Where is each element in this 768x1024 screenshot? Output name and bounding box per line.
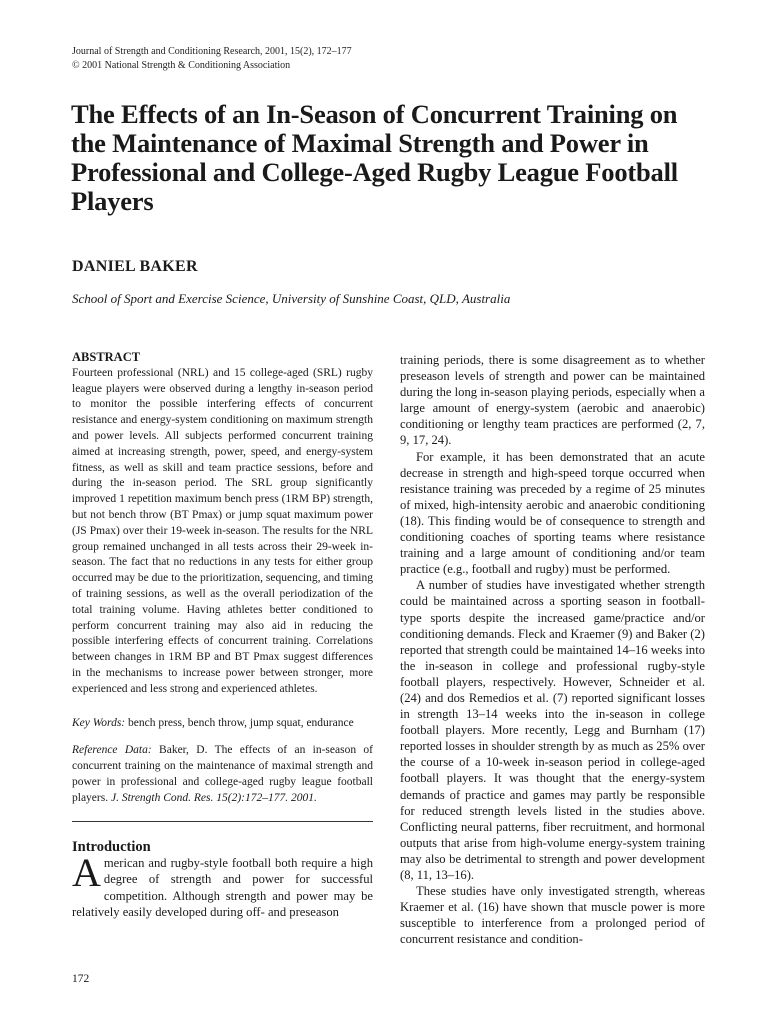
reference-text: Baker, D. The effects of an in-season of concurrent training on the maintenance of maximal strength and power in professional and college-aged rugby league football players. [72, 744, 374, 804]
body-paragraph-1: training periods, there is some disagreement as to whether preseason levels of strength and power can be maintained during the long in-season playing periods, especially when a large amount of energy-system (aerobic and anaerobic) conditioning or lengthy team practices are performed (2, 7, 9, 17, 24). [400, 353, 705, 448]
right-column [400, 352, 705, 947]
introduction-heading: Introduction [72, 838, 151, 855]
reference-label: Reference Data: [72, 744, 152, 757]
reference-citation: J. Strength Cond. Res. 15(2):172–177. 2001. [110, 791, 317, 804]
introduction-text [72, 850, 373, 919]
body-paragraph-2: For example, it has been demonstrated that an acute decrease in strength and high-speed torque occurred when resistance training was preceded by a regime of 25 minutes of mixed, high-intensity aerobic and anaerobic conditioning (18). This finding would be of consequence to strength and conditioning coaches of sporting teams where resistance training and a large amount of conditioning and/or team practice (e.g., football and rugby) must be performed. [400, 449, 705, 577]
keywords [72, 716, 373, 732]
journal-citation: Journal of Strength and Conditioning Research, 2001, 15(2), 172–177 [72, 46, 352, 57]
keywords-label: Key Words: [72, 716, 126, 729]
author-affiliation: School of Sport and Exercise Science, University of Sunshine Coast, QLD, Australia [72, 291, 511, 306]
abstract-text: Fourteen professional (NRL) and 15 college-aged (SRL) rugby league players were observed during a lengthy in-season period to monitor the possible interfering effects of concurrent resistance and energy-system conditioning on maximum strength and power levels. All subjects performed concurrent training aimed at increasing strength, power, speed, and energy-system fitness, as well as skill and team practice sessions, before and during the in-season period. The SRL group significantly improved 1 repetition maximum bench press (1RM BP) strength, but not bench throw (BT Pmax) or jump squat maximum power (JS Pmax) over their 19-week in-season. The results for the NRL group remained unchanged in all tests across their 29-week in-season. The fact that no reductions in any tests for either group occurred may be due to the prioritization, sequencing, and timing of training sessions, as well as the overall periodization of the total training volume. Having athletes better conditioned to perform concurrent training may also aid in reducing the possible interfering effects of concurrent training. Correlations between changes in 1RM BP and BT Pmax suggest differences in the mechanisms to increase power between stronger, more experienced and less strong and experienced athletes. [72, 366, 373, 695]
introduction-body: merican and rugby-style football both require a high degree of strength and power for successful competition. Although strength and power may be relatively easily developed during off- and preseason [72, 856, 373, 919]
article-title: The Effects of an In-Season of Concurrent Training on the Maintenance of Maximal Strength and Power in Professional and College-Aged Rugby League Football Players [71, 99, 678, 216]
journal-header [72, 45, 352, 73]
abstract-heading: ABSTRACT [72, 350, 141, 364]
keywords-text: bench press, bench throw, jump squat, endurance [125, 716, 354, 729]
left-column [72, 350, 373, 920]
journal-copyright: © 2001 National Strength & Conditioning Association [72, 60, 291, 71]
reference-data [72, 743, 373, 806]
body-paragraph-4: These studies have only investigated strength, whereas Kraemer et al. (16) have shown that muscle power is more susceptible to interference from a prolonged period of concurrent resistance and condition- [400, 884, 705, 947]
body-paragraph-3: A number of studies have investigated whether strength could be maintained across a sporting season in football-type sports despite the increased game/practice and/or conditioning demands. Fleck and Kraemer (9) and Baker (2) reported that strength could be maintained 14–16 weeks into the in-season in college and professional rugby-style football players, respectively. However, Schneider et al. (24) and dos Remedios et al. (7) reported significant losses in strength 13–14 weeks into the in-season in college football players. More recently, Legg and Burnham (17) reported losses in shoulder strength by as much as 25% over the course of a 10-week in-season period in college-aged football players. It was thought that the energy-system demands of practice and games may partly be responsible for reduced strength levels listed in the studies above. Conflicting neural patterns, fiber recruitment, and hormonal outputs that arise from high-volume energy-system training may also be detrimental to strength and power development (8, 11, 13–16). [400, 578, 705, 882]
page-number: 172 [72, 973, 90, 985]
author-name: DANIEL BAKER [72, 258, 198, 275]
section-divider [72, 821, 373, 822]
drop-cap: A [72, 850, 101, 896]
